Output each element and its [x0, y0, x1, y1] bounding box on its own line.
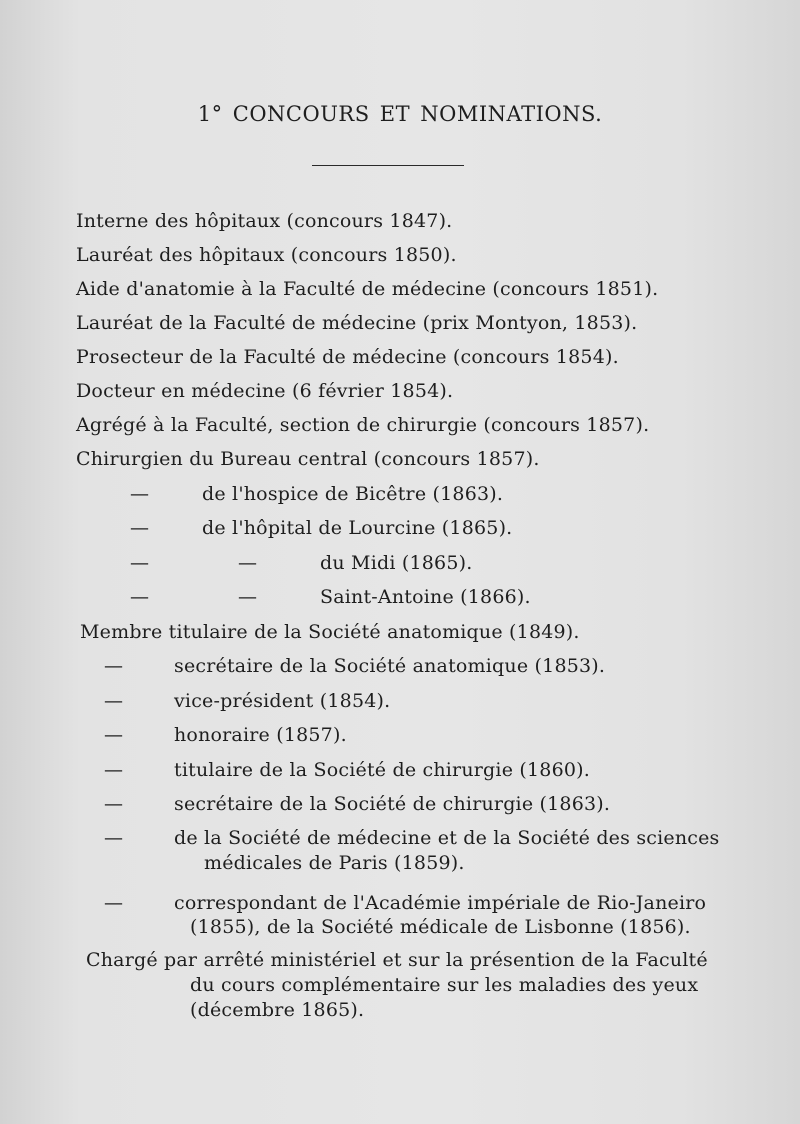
entry-chirurgien-bureau: Chirurgien du Bureau central (concours 1857). [76, 448, 540, 470]
entry-societe-medecine: de la Société de médecine et de la Société des sciences [174, 827, 720, 849]
entry-interne: Interne des hôpitaux (concours 1847). [76, 210, 453, 232]
ditto-dash: — [104, 724, 123, 746]
entry-societe-medecine-cont: médicales de Paris (1859). [204, 852, 465, 874]
entry-midi: du Midi (1865). [320, 552, 473, 574]
ditto-dash: — [130, 483, 149, 505]
entry-bicetre: de l'hospice de Bicêtre (1863). [202, 483, 504, 505]
entry-docteur: Docteur en médecine (6 février 1854). [76, 380, 454, 402]
entry-saint-antoine: Saint-Antoine (1866). [320, 586, 531, 608]
section-heading: 1° CONCOURS ET NOMINATIONS. [197, 102, 603, 126]
entry-laureat-faculte: Lauréat de la Faculté de médecine (prix Montyon, 1853). [76, 312, 638, 334]
entry-aide-anatomie: Aide d'anatomie à la Faculté de médecine (concours 1851). [76, 278, 659, 300]
entry-vice-president: vice-président (1854). [174, 690, 391, 712]
ditto-dash: — [130, 517, 149, 539]
ditto-dash: — [104, 793, 123, 815]
entry-charge-cont1: du cours complémentaire sur les maladies des yeux [190, 974, 699, 996]
entry-titulaire-chirurgie: titulaire de la Société de chirurgie (1860). [174, 759, 591, 781]
entry-charge-cont2: (décembre 1865). [190, 999, 365, 1021]
entry-correspondant-cont: (1855), de la Société médicale de Lisbonne (1856). [190, 916, 691, 938]
heading-rule [312, 165, 464, 166]
entry-charge: Chargé par arrêté ministériel et sur la présention de la Faculté [86, 949, 708, 971]
entry-secretaire-anatomique: secrétaire de la Société anatomique (1853). [174, 655, 606, 677]
ditto-dash: — [238, 586, 257, 608]
entry-lourcine: de l'hôpital de Lourcine (1865). [202, 517, 513, 539]
ditto-dash: — [104, 827, 123, 849]
ditto-dash: — [104, 892, 123, 914]
ditto-dash: — [104, 690, 123, 712]
entry-laureat-hopitaux: Lauréat des hôpitaux (concours 1850). [76, 244, 457, 266]
entry-honoraire: honoraire (1857). [174, 724, 347, 746]
ditto-dash: — [104, 655, 123, 677]
entry-agrege: Agrégé à la Faculté, section de chirurgie (concours 1857). [76, 414, 650, 436]
ditto-dash: — [104, 759, 123, 781]
entry-membre-titulaire: Membre titulaire de la Société anatomique (1849). [80, 621, 580, 643]
entry-prosecteur: Prosecteur de la Faculté de médecine (concours 1854). [76, 346, 619, 368]
entry-secretaire-chirurgie: secrétaire de la Société de chirurgie (1863). [174, 793, 611, 815]
ditto-dash: — [130, 552, 149, 574]
ditto-dash: — [130, 586, 149, 608]
entry-correspondant: correspondant de l'Académie impériale de Rio-Janeiro [174, 892, 707, 914]
ditto-dash: — [238, 552, 257, 574]
